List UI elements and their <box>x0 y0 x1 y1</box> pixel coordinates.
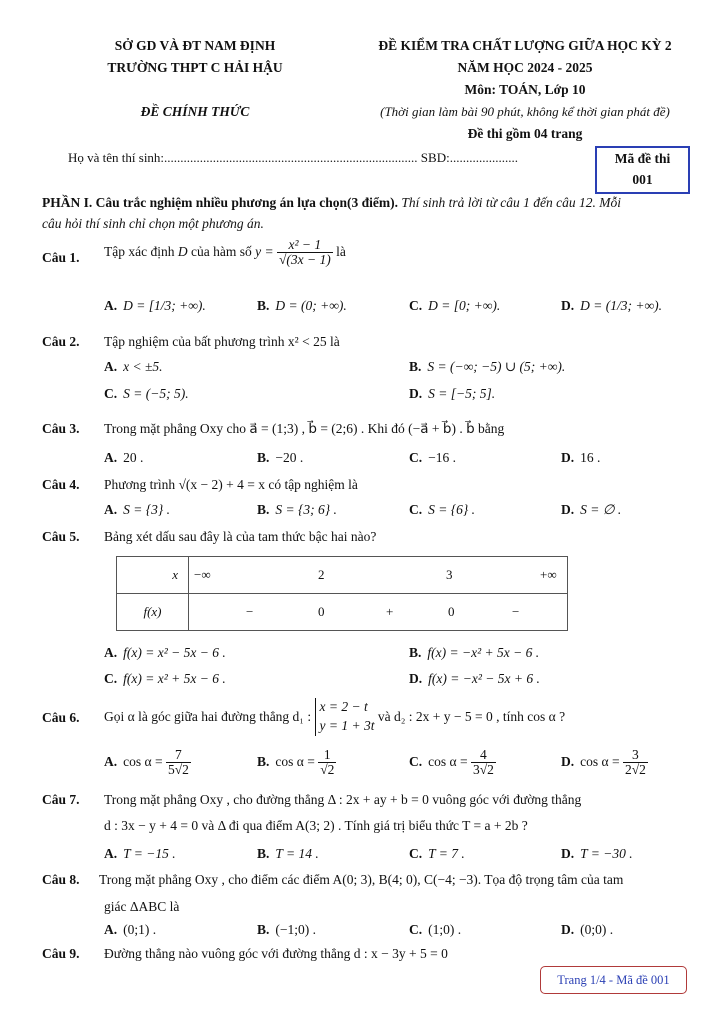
page-footer: Trang 1/4 - Mã đề 001 <box>540 966 687 994</box>
option-fraction <box>623 748 648 777</box>
option-text: D = (1/3; +∞). <box>580 298 662 313</box>
question-5-label: Câu 5. <box>42 529 80 544</box>
q4-option-b[interactable] <box>257 502 337 518</box>
q6-system-eq1: x = 2 − t <box>319 699 368 714</box>
option-letter: A. <box>104 298 118 313</box>
frac-num: 7 <box>166 748 191 763</box>
part1-instruction: Thí sinh trả lời từ câu 1 đến câu 12. Mỗi <box>401 195 622 210</box>
option-letter: B. <box>257 450 270 465</box>
option-letter: A. <box>104 359 118 374</box>
option-text: (1;0) . <box>428 922 462 937</box>
exam-code-label: Mã đề thi <box>614 151 671 166</box>
option-text: x < ±5. <box>123 359 163 374</box>
option-fraction <box>166 748 191 777</box>
q6-system-eq2: y = 1 + 3t <box>319 717 375 733</box>
option-letter: D. <box>561 753 575 769</box>
sign-table-f-row <box>117 594 568 631</box>
q7-option-a[interactable] <box>104 846 176 862</box>
frac-den: 2√2 <box>624 762 646 778</box>
x-value: −∞ <box>194 567 211 582</box>
question-8-text-b: giác ΔABC là <box>104 899 180 914</box>
option-letter: D. <box>409 386 423 401</box>
question-3-label: Câu 3. <box>42 421 80 436</box>
option-fraction <box>318 748 336 777</box>
q2-option-d[interactable] <box>409 386 495 402</box>
q5-option-b[interactable] <box>409 645 539 661</box>
sign-value: 0 <box>448 604 455 619</box>
frac-num: 1 <box>318 748 336 763</box>
option-letter: D. <box>561 298 575 313</box>
q2-option-b[interactable] <box>409 359 565 375</box>
option-text: T = −30 . <box>580 846 633 861</box>
option-text: S = (−5; 5). <box>123 386 189 401</box>
pages-note: Đề thi gồm 04 trang <box>467 126 583 141</box>
q1-option-b[interactable] <box>257 298 347 314</box>
option-text: S = {6} . <box>428 502 476 517</box>
option-letter: D. <box>561 450 575 465</box>
option-text: T = 7 . <box>428 846 465 861</box>
part1-instruction-cont: câu hỏi thí sinh chỉ chọn một phương án. <box>42 216 264 231</box>
question-7-text-a: Trong mặt phẳng Oxy , cho đường thẳng Δ : 2x + ay + b = 0 vuông góc với đường thẳng <box>104 792 582 807</box>
option-prefix: cos α = <box>275 753 315 769</box>
option-text: S = [−5; 5]. <box>428 386 496 401</box>
q3-option-b[interactable] <box>257 450 303 466</box>
question-2-label: Câu 2. <box>42 334 80 349</box>
option-text: 16 . <box>580 450 601 465</box>
sign-value: − <box>512 604 520 619</box>
option-letter: D. <box>561 846 575 861</box>
question-7-text-b: d : 3x − y + 4 = 0 và Δ đi qua điểm A(3; 2) . Tính giá trị biểu thức T = a + 2b ? <box>104 818 528 833</box>
q1-text-d: là <box>336 243 346 259</box>
question-4-text: Phương trình √(x − 2) + 4 = x có tập nghiệm là <box>104 477 358 492</box>
question-2-text: Tập nghiệm của bất phương trình x² < 25 là <box>104 334 340 349</box>
q4-option-d[interactable] <box>561 502 621 518</box>
option-letter: C. <box>104 386 118 401</box>
q1-fraction <box>277 238 333 267</box>
option-letter: A. <box>104 645 118 660</box>
q8-option-d[interactable] <box>561 922 613 938</box>
option-letter: C. <box>409 502 423 517</box>
option-text: 20 . <box>123 450 144 465</box>
option-letter: D. <box>561 922 575 937</box>
q6-option-c[interactable] <box>409 748 496 777</box>
q1-text-b: D <box>177 243 188 259</box>
option-letter: A. <box>104 450 118 465</box>
option-letter: B. <box>409 359 422 374</box>
option-letter: C. <box>409 450 423 465</box>
question-3-text: Trong mặt phẳng Oxy cho a⃗ = (1;3) , b⃗ = (2;6) . Khi đó (−a⃗ + b⃗) . b⃗ bằng <box>104 421 505 436</box>
question-6-label: Câu 6. <box>42 710 80 725</box>
q2-option-c[interactable] <box>104 386 189 402</box>
q5-option-c[interactable] <box>104 671 226 687</box>
option-text: (0;1) . <box>123 922 157 937</box>
x-value: 3 <box>446 567 453 582</box>
option-fraction <box>471 748 496 777</box>
q7-option-c[interactable] <box>409 846 465 862</box>
q4-option-c[interactable] <box>409 502 475 518</box>
sign-value: − <box>246 604 254 619</box>
time-note: (Thời gian làm bài 90 phút, không kể thời gian phát đề) <box>380 104 670 119</box>
option-letter: A. <box>104 922 118 937</box>
option-text: S = {3; 6} . <box>275 502 337 517</box>
school-year: NĂM HỌC 2024 - 2025 <box>457 60 593 75</box>
option-text: −20 . <box>275 450 304 465</box>
sign-table-f-head: f(x) <box>117 594 189 631</box>
part1-heading <box>42 195 621 211</box>
option-letter: C. <box>409 298 423 313</box>
q6-option-d[interactable] <box>561 748 648 777</box>
q1-option-a[interactable] <box>104 298 206 314</box>
option-letter: D. <box>409 671 423 686</box>
option-text: f(x) = x² + 5x − 6 . <box>123 671 226 686</box>
option-text: D = (0; +∞). <box>275 298 347 313</box>
option-prefix: cos α = <box>580 753 620 769</box>
q5-option-a[interactable] <box>104 645 226 661</box>
option-prefix: cos α = <box>428 753 468 769</box>
sign-value: + <box>386 604 394 619</box>
q6-text-a: Gọi α là góc giữa hai đường thẳng d₁ : <box>104 708 312 724</box>
q7-option-d[interactable] <box>561 846 633 862</box>
option-letter: A. <box>104 753 118 769</box>
option-letter: C. <box>409 846 423 861</box>
question-9-label: Câu 9. <box>42 946 80 961</box>
q3-option-d[interactable] <box>561 450 600 466</box>
question-4-label: Câu 4. <box>42 477 80 492</box>
option-letter: B. <box>409 645 422 660</box>
q6-option-a[interactable] <box>104 748 191 777</box>
frac-num: 4 <box>471 748 496 763</box>
question-5-text: Bảng xét dấu sau đây là của tam thức bậc hai nào? <box>104 529 377 544</box>
exam-title: ĐỀ KIỂM TRA CHẤT LƯỢNG GIỮA HỌC KỲ 2 <box>378 38 672 53</box>
option-letter: B. <box>257 298 270 313</box>
option-letter: B. <box>257 846 270 861</box>
option-text: S = (−∞; −5) ∪ (5; +∞). <box>427 359 566 374</box>
student-info-line: Họ và tên thí sinh:.............................................................................. SBD:..................... <box>68 150 518 165</box>
q1-option-d[interactable] <box>561 298 662 314</box>
official-label: ĐỀ CHÍNH THỨC <box>140 104 250 119</box>
q6-text-b: và d₂ : 2x + y − 5 = 0 , tính cos α ? <box>377 708 566 724</box>
sign-value: 0 <box>318 604 325 619</box>
option-letter: A. <box>104 502 118 517</box>
option-text: −16 . <box>428 450 456 465</box>
frac-num: 3 <box>623 748 648 763</box>
q6-option-b[interactable] <box>257 748 336 777</box>
q7-option-b[interactable] <box>257 846 319 862</box>
exam-code-box <box>595 146 690 194</box>
frac-den: 3√2 <box>472 762 494 778</box>
frac-den: √2 <box>320 762 335 778</box>
question-9-text: Đường thẳng nào vuông góc với đường thẳng d : x − 3y + 5 = 0 <box>104 946 448 961</box>
subject: Môn: TOÁN, Lớp 10 <box>464 82 586 97</box>
q1-num: x² − 1 <box>277 238 333 253</box>
q2-option-a[interactable] <box>104 359 163 375</box>
option-text: f(x) = x² − 5x − 6 . <box>123 645 226 660</box>
q1-func: y = <box>255 243 274 259</box>
sign-table-x-values <box>189 557 568 594</box>
q8-option-b[interactable] <box>257 922 316 938</box>
option-prefix: cos α = <box>123 753 163 769</box>
option-letter: D. <box>561 502 575 517</box>
option-text: (0;0) . <box>580 922 614 937</box>
q3-option-c[interactable] <box>409 450 456 466</box>
q1-option-c[interactable] <box>409 298 500 314</box>
q6-system <box>315 698 375 736</box>
option-letter: A. <box>104 846 118 861</box>
q1-den: √(3x − 1) <box>278 252 331 268</box>
sign-table <box>116 556 568 631</box>
option-text: S = {3} . <box>123 502 171 517</box>
sign-table-x-row <box>117 557 568 594</box>
x-value: 2 <box>318 567 325 582</box>
exam-code-value: 001 <box>632 172 653 187</box>
part1-title: PHẦN I. Câu trắc nghiệm nhiều phương án lựa chọn(3 điểm). <box>42 195 398 210</box>
option-letter: B. <box>257 753 270 769</box>
question-8-text-a: Trong mặt phẳng Oxy , cho điểm các điểm A(0; 3), B(4; 0), C(−4; −3). Tọa độ trọng tâm của tam <box>99 872 624 887</box>
option-text: D = [0; +∞). <box>428 298 501 313</box>
x-value: +∞ <box>540 567 557 582</box>
question-1-text <box>104 238 346 267</box>
q4-option-a[interactable] <box>104 502 170 518</box>
school-name: TRƯỜNG THPT C HẢI HẬU <box>107 60 283 75</box>
question-7-label: Câu 7. <box>42 792 80 807</box>
option-letter: C. <box>104 671 118 686</box>
q8-option-c[interactable] <box>409 922 461 938</box>
q8-option-a[interactable] <box>104 922 156 938</box>
sign-table-x-head: x <box>117 557 189 594</box>
option-text: S = ∅ . <box>580 502 622 517</box>
option-text: D = [1/3; +∞). <box>123 298 206 313</box>
option-text: (−1;0) . <box>275 922 316 937</box>
option-letter: B. <box>257 922 270 937</box>
option-text: f(x) = −x² + 5x − 6 . <box>427 645 540 660</box>
option-text: T = −15 . <box>123 846 176 861</box>
question-1-label: Câu 1. <box>42 250 80 265</box>
option-letter: C. <box>409 922 423 937</box>
option-text: f(x) = −x² − 5x + 6 . <box>428 671 540 686</box>
q1-text-a: Tập xác định <box>104 243 175 259</box>
question-6-text <box>104 698 565 736</box>
q5-option-d[interactable] <box>409 671 540 687</box>
option-letter: B. <box>257 502 270 517</box>
q1-text-c: của hàm số <box>190 243 252 259</box>
sign-table-signs <box>189 594 568 631</box>
question-8-label: Câu 8. <box>42 872 80 887</box>
frac-den: 5√2 <box>167 762 189 778</box>
q3-option-a[interactable] <box>104 450 143 466</box>
option-text: T = 14 . <box>275 846 319 861</box>
option-letter: C. <box>409 753 423 769</box>
school-department: SỞ GD VÀ ĐT NAM ĐỊNH <box>114 38 276 53</box>
